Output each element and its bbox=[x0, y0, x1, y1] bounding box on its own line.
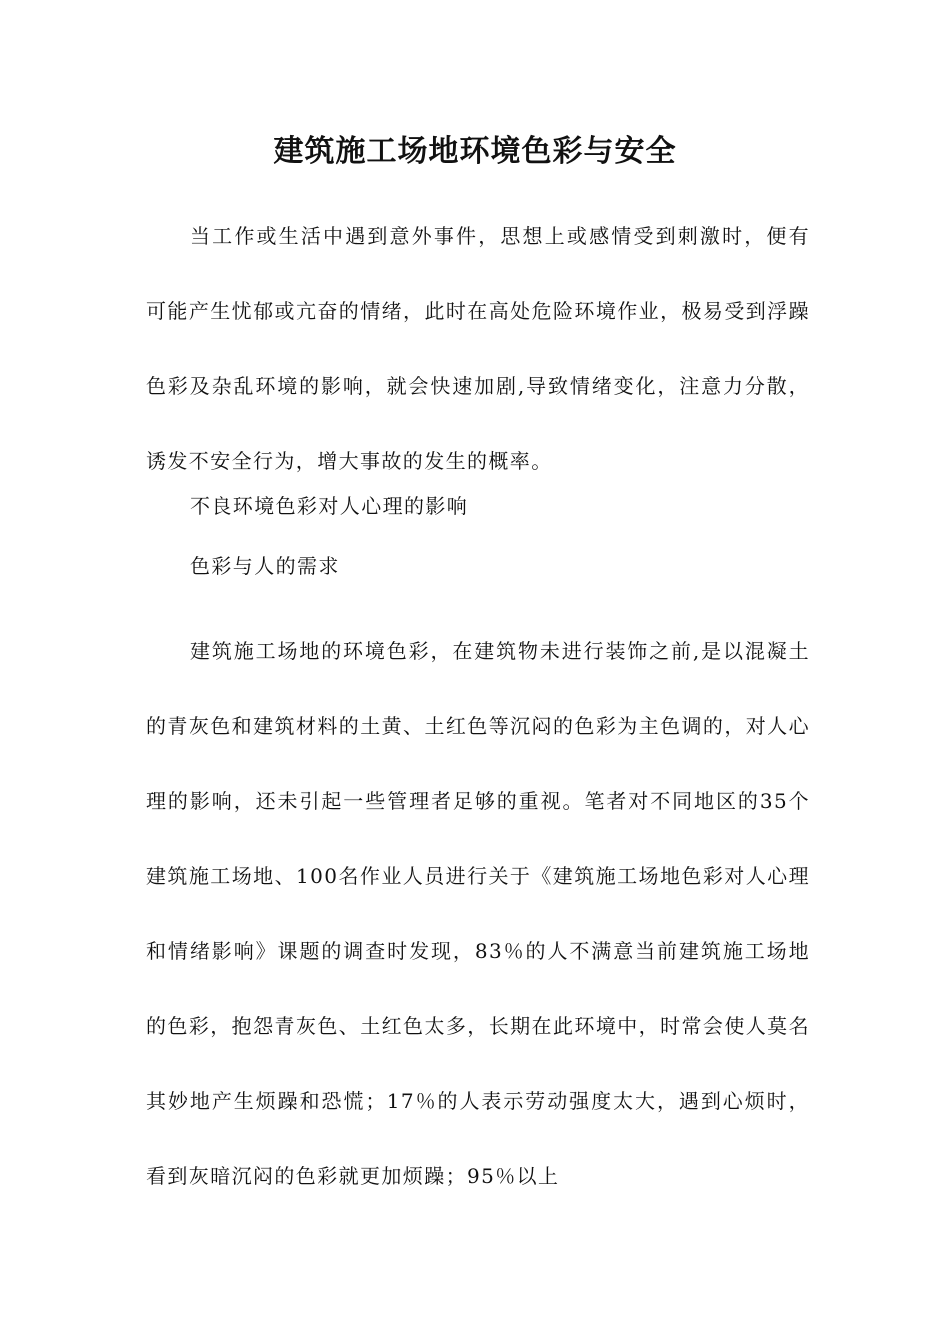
section-heading: 不良环境色彩对人心理的影响 bbox=[190, 494, 469, 518]
document-title: 建筑施工场地环境色彩与安全 bbox=[273, 134, 677, 169]
intro-paragraph: 当工作或生活中遇到意外事件，思想上或感情受到刺激时，便有可能产生忧郁或亢奋的情绪，此时在高处危险环境作业，极易受到浮躁色彩及杂乱环境的影响，就会快速加剧,导致情绪变化，注意力分散，诱发不安全行为，增大事故的发生的概率。 bbox=[146, 224, 810, 473]
body-paragraph: 建筑施工场地的环境色彩，在建筑物未进行装饰之前,是以混凝土的青灰色和建筑材料的土黄、土红色等沉闷的色彩为主色调的，对人心理的影响，还未引起一些管理者足够的重视。笔者对不同地区的35个建筑施工场地、100名作业人员进行关于《建筑施工场地色彩对人心理和情绪影响》课题的调查时发现，83％的人不满意当前建筑施工场地的色彩，抱怨青灰色、土红色太多，长期在此环境中，时常会使人莫名其妙地产生烦躁和恐慌；17％的人表示劳动强度太大，遇到心烦时，看到灰暗沉闷的色彩就更加烦躁；95％以上 bbox=[146, 639, 810, 1188]
subsection-heading: 色彩与人的需求 bbox=[190, 554, 340, 578]
